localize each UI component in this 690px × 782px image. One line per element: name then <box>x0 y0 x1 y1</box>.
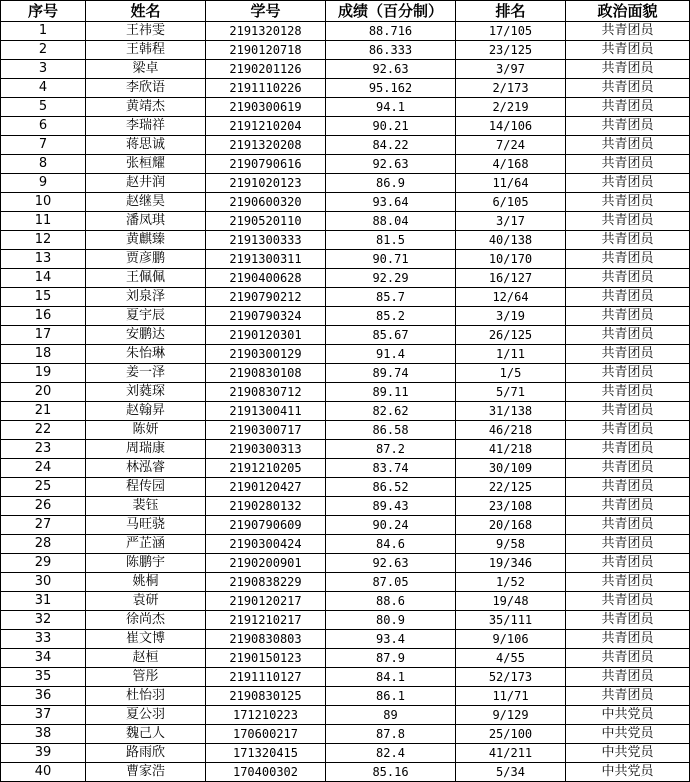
cell-political-status: 共青团员 <box>566 41 690 60</box>
cell-political-status: 共青团员 <box>566 22 690 41</box>
header-score: 成绩（百分制） <box>326 1 456 22</box>
cell-name: 李瑞祥 <box>86 117 206 136</box>
cell-score: 85.7 <box>326 288 456 307</box>
table-row <box>1 573 690 592</box>
cell-political-status: 共青团员 <box>566 516 690 535</box>
cell-rank: 1/5 <box>456 364 566 383</box>
header-index: 序号 <box>1 1 86 22</box>
cell-score: 87.9 <box>326 649 456 668</box>
cell-political-status: 共青团员 <box>566 630 690 649</box>
cell-rank: 3/19 <box>456 307 566 326</box>
cell-score: 88.6 <box>326 592 456 611</box>
cell-index: 21 <box>1 402 86 421</box>
cell-political-status: 中共党员 <box>566 744 690 763</box>
cell-score: 86.1 <box>326 687 456 706</box>
cell-political-status: 共青团员 <box>566 212 690 231</box>
cell-student-id: 2190300619 <box>206 98 326 117</box>
cell-score: 87.8 <box>326 725 456 744</box>
cell-index: 24 <box>1 459 86 478</box>
cell-score: 85.67 <box>326 326 456 345</box>
cell-student-id: 2190790324 <box>206 307 326 326</box>
table-row <box>1 193 690 212</box>
cell-student-id: 2191020123 <box>206 174 326 193</box>
cell-name: 袁研 <box>86 592 206 611</box>
header-political-status: 政治面貌 <box>566 1 690 22</box>
cell-score: 83.74 <box>326 459 456 478</box>
cell-score: 90.71 <box>326 250 456 269</box>
cell-rank: 14/106 <box>456 117 566 136</box>
cell-rank: 3/97 <box>456 60 566 79</box>
table-row <box>1 725 690 744</box>
cell-rank: 5/34 <box>456 763 566 782</box>
cell-student-id: 171320415 <box>206 744 326 763</box>
cell-rank: 19/346 <box>456 554 566 573</box>
table-row <box>1 630 690 649</box>
cell-score: 89.11 <box>326 383 456 402</box>
cell-political-status: 共青团员 <box>566 592 690 611</box>
cell-name: 陈妍 <box>86 421 206 440</box>
cell-political-status: 共青团员 <box>566 440 690 459</box>
cell-score: 89.74 <box>326 364 456 383</box>
cell-score: 94.1 <box>326 98 456 117</box>
cell-rank: 4/168 <box>456 155 566 174</box>
cell-score: 87.05 <box>326 573 456 592</box>
cell-political-status: 共青团员 <box>566 250 690 269</box>
cell-political-status: 共青团员 <box>566 668 690 687</box>
cell-score: 92.29 <box>326 269 456 288</box>
cell-student-id: 2190790212 <box>206 288 326 307</box>
cell-score: 81.5 <box>326 231 456 250</box>
cell-political-status: 共青团员 <box>566 364 690 383</box>
cell-political-status: 共青团员 <box>566 98 690 117</box>
cell-score: 85.2 <box>326 307 456 326</box>
cell-name: 贾彦鹏 <box>86 250 206 269</box>
cell-student-id: 2191320128 <box>206 22 326 41</box>
table-row <box>1 421 690 440</box>
table-row <box>1 554 690 573</box>
table-row <box>1 497 690 516</box>
cell-index: 23 <box>1 440 86 459</box>
cell-index: 40 <box>1 763 86 782</box>
cell-score: 92.63 <box>326 155 456 174</box>
cell-political-status: 共青团员 <box>566 193 690 212</box>
table-row <box>1 136 690 155</box>
cell-political-status: 共青团员 <box>566 79 690 98</box>
table-row <box>1 649 690 668</box>
cell-rank: 9/106 <box>456 630 566 649</box>
cell-name: 马旺骁 <box>86 516 206 535</box>
cell-student-id: 2190150123 <box>206 649 326 668</box>
cell-student-id: 2190280132 <box>206 497 326 516</box>
table-row <box>1 383 690 402</box>
cell-index: 19 <box>1 364 86 383</box>
cell-student-id: 2191210205 <box>206 459 326 478</box>
cell-rank: 11/64 <box>456 174 566 193</box>
cell-student-id: 170600217 <box>206 725 326 744</box>
table-row <box>1 250 690 269</box>
table-row <box>1 402 690 421</box>
header-row <box>1 1 690 22</box>
table-row <box>1 478 690 497</box>
table-row <box>1 212 690 231</box>
cell-index: 22 <box>1 421 86 440</box>
cell-name: 张桓耀 <box>86 155 206 174</box>
cell-political-status: 中共党员 <box>566 725 690 744</box>
cell-political-status: 共青团员 <box>566 231 690 250</box>
cell-student-id: 2190300717 <box>206 421 326 440</box>
cell-index: 39 <box>1 744 86 763</box>
cell-political-status: 共青团员 <box>566 459 690 478</box>
cell-student-id: 2191210204 <box>206 117 326 136</box>
cell-rank: 22/125 <box>456 478 566 497</box>
cell-index: 5 <box>1 98 86 117</box>
cell-index: 4 <box>1 79 86 98</box>
cell-student-id: 2190120427 <box>206 478 326 497</box>
cell-score: 91.4 <box>326 345 456 364</box>
table-row <box>1 155 690 174</box>
cell-rank: 31/138 <box>456 402 566 421</box>
table-row <box>1 345 690 364</box>
cell-index: 10 <box>1 193 86 212</box>
cell-political-status: 共青团员 <box>566 383 690 402</box>
header-rank: 排名 <box>456 1 566 22</box>
cell-rank: 7/24 <box>456 136 566 155</box>
cell-political-status: 共青团员 <box>566 288 690 307</box>
cell-name: 魏己人 <box>86 725 206 744</box>
cell-index: 8 <box>1 155 86 174</box>
cell-political-status: 共青团员 <box>566 421 690 440</box>
cell-student-id: 2190120217 <box>206 592 326 611</box>
cell-student-id: 2190830803 <box>206 630 326 649</box>
cell-student-id: 171210223 <box>206 706 326 725</box>
cell-political-status: 共青团员 <box>566 155 690 174</box>
cell-name: 林泓睿 <box>86 459 206 478</box>
cell-name: 严芷涵 <box>86 535 206 554</box>
cell-index: 30 <box>1 573 86 592</box>
cell-student-id: 2191300311 <box>206 250 326 269</box>
cell-name: 黄靖杰 <box>86 98 206 117</box>
cell-name: 路雨欣 <box>86 744 206 763</box>
table-row <box>1 611 690 630</box>
cell-index: 14 <box>1 269 86 288</box>
cell-rank: 23/125 <box>456 41 566 60</box>
cell-score: 84.6 <box>326 535 456 554</box>
table-row <box>1 98 690 117</box>
cell-index: 3 <box>1 60 86 79</box>
cell-political-status: 共青团员 <box>566 497 690 516</box>
cell-political-status: 共青团员 <box>566 60 690 79</box>
cell-rank: 11/71 <box>456 687 566 706</box>
cell-rank: 5/71 <box>456 383 566 402</box>
cell-student-id: 2190790616 <box>206 155 326 174</box>
cell-political-status: 共青团员 <box>566 307 690 326</box>
cell-name: 杜怡羽 <box>86 687 206 706</box>
cell-student-id: 2191110127 <box>206 668 326 687</box>
cell-political-status: 中共党员 <box>566 763 690 782</box>
table-row <box>1 535 690 554</box>
cell-rank: 9/58 <box>456 535 566 554</box>
cell-rank: 20/168 <box>456 516 566 535</box>
cell-political-status: 共青团员 <box>566 136 690 155</box>
cell-score: 86.333 <box>326 41 456 60</box>
cell-political-status: 中共党员 <box>566 706 690 725</box>
cell-rank: 4/55 <box>456 649 566 668</box>
cell-student-id: 2191300411 <box>206 402 326 421</box>
table-header <box>1 1 690 22</box>
cell-rank: 52/173 <box>456 668 566 687</box>
cell-index: 27 <box>1 516 86 535</box>
cell-name: 黄麒臻 <box>86 231 206 250</box>
cell-name: 姜一泽 <box>86 364 206 383</box>
cell-name: 崔文博 <box>86 630 206 649</box>
cell-rank: 2/219 <box>456 98 566 117</box>
cell-rank: 41/211 <box>456 744 566 763</box>
table-row <box>1 364 690 383</box>
cell-name: 蒋思诚 <box>86 136 206 155</box>
cell-index: 37 <box>1 706 86 725</box>
cell-name: 赵桓 <box>86 649 206 668</box>
cell-name: 程传园 <box>86 478 206 497</box>
cell-score: 90.24 <box>326 516 456 535</box>
cell-political-status: 共青团员 <box>566 402 690 421</box>
cell-score: 92.63 <box>326 60 456 79</box>
cell-name: 刘泉泽 <box>86 288 206 307</box>
cell-student-id: 2190300313 <box>206 440 326 459</box>
cell-score: 80.9 <box>326 611 456 630</box>
cell-index: 1 <box>1 22 86 41</box>
cell-student-id: 2190300424 <box>206 535 326 554</box>
cell-index: 26 <box>1 497 86 516</box>
cell-name: 徐尚杰 <box>86 611 206 630</box>
cell-name: 安鹏达 <box>86 326 206 345</box>
table-row <box>1 744 690 763</box>
table-body <box>1 22 690 782</box>
cell-student-id: 2190830712 <box>206 383 326 402</box>
table-row <box>1 231 690 250</box>
cell-rank: 30/109 <box>456 459 566 478</box>
cell-political-status: 共青团员 <box>566 117 690 136</box>
cell-rank: 2/173 <box>456 79 566 98</box>
cell-student-id: 170400302 <box>206 763 326 782</box>
cell-index: 15 <box>1 288 86 307</box>
cell-student-id: 2190201126 <box>206 60 326 79</box>
cell-score: 84.22 <box>326 136 456 155</box>
cell-student-id: 2191300333 <box>206 231 326 250</box>
cell-political-status: 共青团员 <box>566 269 690 288</box>
cell-score: 89.43 <box>326 497 456 516</box>
table-row <box>1 763 690 782</box>
cell-score: 89 <box>326 706 456 725</box>
cell-student-id: 2190200901 <box>206 554 326 573</box>
table-row <box>1 41 690 60</box>
cell-index: 28 <box>1 535 86 554</box>
cell-political-status: 共青团员 <box>566 174 690 193</box>
header-name: 姓名 <box>86 1 206 22</box>
cell-score: 87.2 <box>326 440 456 459</box>
cell-index: 12 <box>1 231 86 250</box>
cell-name: 夏公羽 <box>86 706 206 725</box>
cell-index: 34 <box>1 649 86 668</box>
cell-student-id: 2190120301 <box>206 326 326 345</box>
table-row <box>1 687 690 706</box>
cell-rank: 1/52 <box>456 573 566 592</box>
cell-student-id: 2191210217 <box>206 611 326 630</box>
cell-name: 赵井润 <box>86 174 206 193</box>
cell-student-id: 2191320208 <box>206 136 326 155</box>
cell-rank: 17/105 <box>456 22 566 41</box>
table-row <box>1 668 690 687</box>
cell-index: 2 <box>1 41 86 60</box>
cell-name: 夏宇辰 <box>86 307 206 326</box>
cell-rank: 35/111 <box>456 611 566 630</box>
cell-name: 王祎雯 <box>86 22 206 41</box>
cell-name: 曹家浩 <box>86 763 206 782</box>
cell-rank: 1/11 <box>456 345 566 364</box>
table-row <box>1 79 690 98</box>
cell-student-id: 2190830125 <box>206 687 326 706</box>
cell-score: 86.58 <box>326 421 456 440</box>
cell-index: 36 <box>1 687 86 706</box>
cell-political-status: 共青团员 <box>566 611 690 630</box>
cell-index: 17 <box>1 326 86 345</box>
cell-rank: 40/138 <box>456 231 566 250</box>
cell-rank: 6/105 <box>456 193 566 212</box>
table-row <box>1 60 690 79</box>
cell-political-status: 共青团员 <box>566 649 690 668</box>
cell-name: 赵翰昇 <box>86 402 206 421</box>
cell-name: 朱怡琳 <box>86 345 206 364</box>
cell-score: 93.4 <box>326 630 456 649</box>
cell-student-id: 2190120718 <box>206 41 326 60</box>
cell-score: 82.4 <box>326 744 456 763</box>
cell-name: 陈鹏宇 <box>86 554 206 573</box>
cell-student-id: 2191110226 <box>206 79 326 98</box>
cell-score: 88.04 <box>326 212 456 231</box>
cell-index: 33 <box>1 630 86 649</box>
table-row <box>1 592 690 611</box>
cell-rank: 12/64 <box>456 288 566 307</box>
cell-name: 刘蕤琛 <box>86 383 206 402</box>
table-row <box>1 307 690 326</box>
cell-score: 82.62 <box>326 402 456 421</box>
table-row <box>1 440 690 459</box>
cell-name: 姚桐 <box>86 573 206 592</box>
cell-student-id: 2190400628 <box>206 269 326 288</box>
cell-score: 90.21 <box>326 117 456 136</box>
cell-index: 38 <box>1 725 86 744</box>
cell-index: 6 <box>1 117 86 136</box>
cell-score: 95.162 <box>326 79 456 98</box>
cell-political-status: 共青团员 <box>566 345 690 364</box>
table-row <box>1 22 690 41</box>
table-row <box>1 117 690 136</box>
table-row <box>1 174 690 193</box>
cell-political-status: 共青团员 <box>566 535 690 554</box>
table-row <box>1 459 690 478</box>
cell-rank: 19/48 <box>456 592 566 611</box>
cell-name: 管彤 <box>86 668 206 687</box>
cell-score: 88.716 <box>326 22 456 41</box>
cell-rank: 23/108 <box>456 497 566 516</box>
cell-student-id: 2190790609 <box>206 516 326 535</box>
cell-score: 86.52 <box>326 478 456 497</box>
cell-name: 李欣语 <box>86 79 206 98</box>
cell-index: 16 <box>1 307 86 326</box>
cell-index: 25 <box>1 478 86 497</box>
cell-name: 王韩程 <box>86 41 206 60</box>
cell-rank: 25/100 <box>456 725 566 744</box>
cell-student-id: 2190838229 <box>206 573 326 592</box>
cell-rank: 46/218 <box>456 421 566 440</box>
table-row <box>1 516 690 535</box>
cell-political-status: 共青团员 <box>566 326 690 345</box>
cell-score: 86.9 <box>326 174 456 193</box>
cell-index: 13 <box>1 250 86 269</box>
table-row <box>1 288 690 307</box>
cell-rank: 41/218 <box>456 440 566 459</box>
cell-index: 11 <box>1 212 86 231</box>
cell-rank: 3/17 <box>456 212 566 231</box>
table-row <box>1 269 690 288</box>
cell-rank: 9/129 <box>456 706 566 725</box>
cell-name: 潘凤琪 <box>86 212 206 231</box>
table-row <box>1 706 690 725</box>
cell-student-id: 2190520110 <box>206 212 326 231</box>
cell-index: 32 <box>1 611 86 630</box>
cell-index: 29 <box>1 554 86 573</box>
cell-name: 梁卓 <box>86 60 206 79</box>
cell-political-status: 共青团员 <box>566 478 690 497</box>
cell-index: 20 <box>1 383 86 402</box>
cell-index: 9 <box>1 174 86 193</box>
cell-student-id: 2190830108 <box>206 364 326 383</box>
cell-index: 18 <box>1 345 86 364</box>
cell-name: 周瑞康 <box>86 440 206 459</box>
cell-rank: 26/125 <box>456 326 566 345</box>
cell-student-id: 2190600320 <box>206 193 326 212</box>
cell-student-id: 2190300129 <box>206 345 326 364</box>
cell-political-status: 共青团员 <box>566 687 690 706</box>
cell-name: 王佩佩 <box>86 269 206 288</box>
header-student-id: 学号 <box>206 1 326 22</box>
cell-index: 7 <box>1 136 86 155</box>
cell-political-status: 共青团员 <box>566 573 690 592</box>
cell-score: 93.64 <box>326 193 456 212</box>
table-row <box>1 326 690 345</box>
cell-score: 85.16 <box>326 763 456 782</box>
cell-index: 35 <box>1 668 86 687</box>
cell-index: 31 <box>1 592 86 611</box>
cell-score: 84.1 <box>326 668 456 687</box>
cell-name: 裴钰 <box>86 497 206 516</box>
cell-score: 92.63 <box>326 554 456 573</box>
cell-rank: 10/170 <box>456 250 566 269</box>
cell-political-status: 共青团员 <box>566 554 690 573</box>
cell-name: 赵继昊 <box>86 193 206 212</box>
cell-rank: 16/127 <box>456 269 566 288</box>
